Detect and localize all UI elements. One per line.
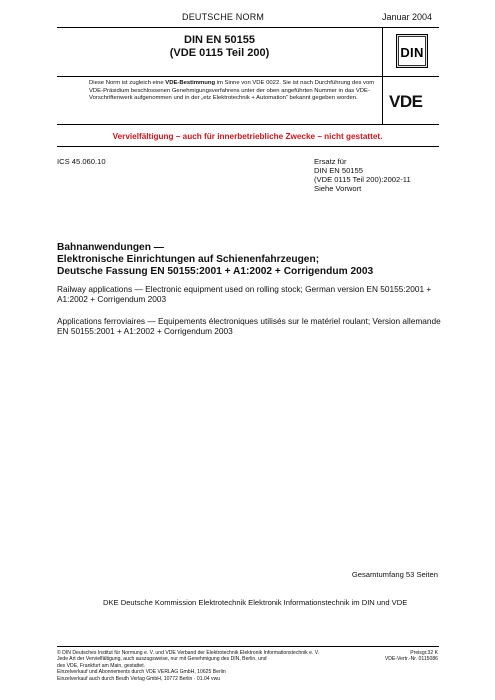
replacement-line2: DIN EN 50155 (314, 166, 363, 175)
vde-note: Diese Norm ist zugleich eine VDE-Bestimmung im Sinne von VDE 0022. Sie ist nach Durchführung des vom VDE-Präsidium beschlossenen Genehmigungsverfahrens unter der oben angeführten Nummer in das VDE-Vorschriftenwerk aufgenommen und in der „etz Elektrotechnik + Automation“ bekannt gegeben worden. (89, 80, 375, 102)
dke-line: DKE Deutsche Kommission Elektrotechnik Elektronik Informationstechnik im DIN und VDE (103, 598, 408, 607)
english-title: Railway applications — Electronic equipment used on rolling stock; German version EN 50155:2001 + A1:2002 + Corrigendum 2003 (57, 284, 432, 304)
standard-number-line1: DIN EN 50155 (184, 34, 255, 46)
reproduction-warning: Vervielfältigung – auch für innerbetriebliche Zwecke – nicht gestattet. (112, 132, 383, 141)
issue-date: Januar 2004 (381, 12, 432, 22)
ics-code: ICS 45.060.10 (57, 157, 106, 166)
price-info (385, 650, 438, 663)
german-title: Bahnanwendungen — Elektronische Einrichtungen auf Schienenfahrzeugen; Deutsche Fassung EN 50155:2001 + A1:2002 + Corrigendum 2003 (57, 242, 374, 277)
header-mid-rule (57, 76, 439, 77)
document-type: DEUTSCHE NORM (182, 12, 265, 22)
vde-logo: VDE (389, 92, 423, 111)
svg-text:DIN: DIN (400, 45, 424, 60)
standard-number (57, 34, 382, 60)
replacement-line1: Ersatz für (314, 157, 347, 166)
standard-header-box (57, 28, 439, 125)
total-pages: Gesamtumfang 53 Seiten (351, 570, 438, 579)
price-group: Preisgr.32 K (410, 650, 438, 656)
copyright-footer: © DIN Deutsches Institut für Normung e. V. und VDE Verband der Elektrotechnik Elektronik Informationstechnik e. V. Jede Art der Vervielfältigung, auch auszugsweise, nur mit Genehmigung des DIN, Berlin, und des VDE, Frankfurt am Main, gestattet. Einzelverkauf und Abonnements durch VDE VERLAG GmbH, 10625 Berlin Einzelverkauf auch durch Beuth Verlag GmbH, 10772 Berlin · 01.04 vwu (57, 650, 320, 682)
document-header (0, 12, 495, 28)
din-logo-icon (396, 34, 428, 68)
order-number: VDE-Vertr.-Nr. 0115086 (384, 656, 438, 663)
replacement-line3: (VDE 0115 Teil 200):2002-11 (314, 175, 411, 184)
replacement-info (314, 157, 411, 193)
footer-rule (57, 646, 439, 647)
standard-number-line2: (VDE 0115 Teil 200) (169, 47, 270, 59)
replacement-line4: Siehe Vorwort (314, 184, 362, 193)
french-title: Applications ferroviaires — Equipements électroniques utilisés sur le matériel roulant; Version allemande EN 50155:2001 + A1:2002 + Corrigendum 2003 (57, 316, 441, 336)
warning-rule (57, 146, 439, 147)
